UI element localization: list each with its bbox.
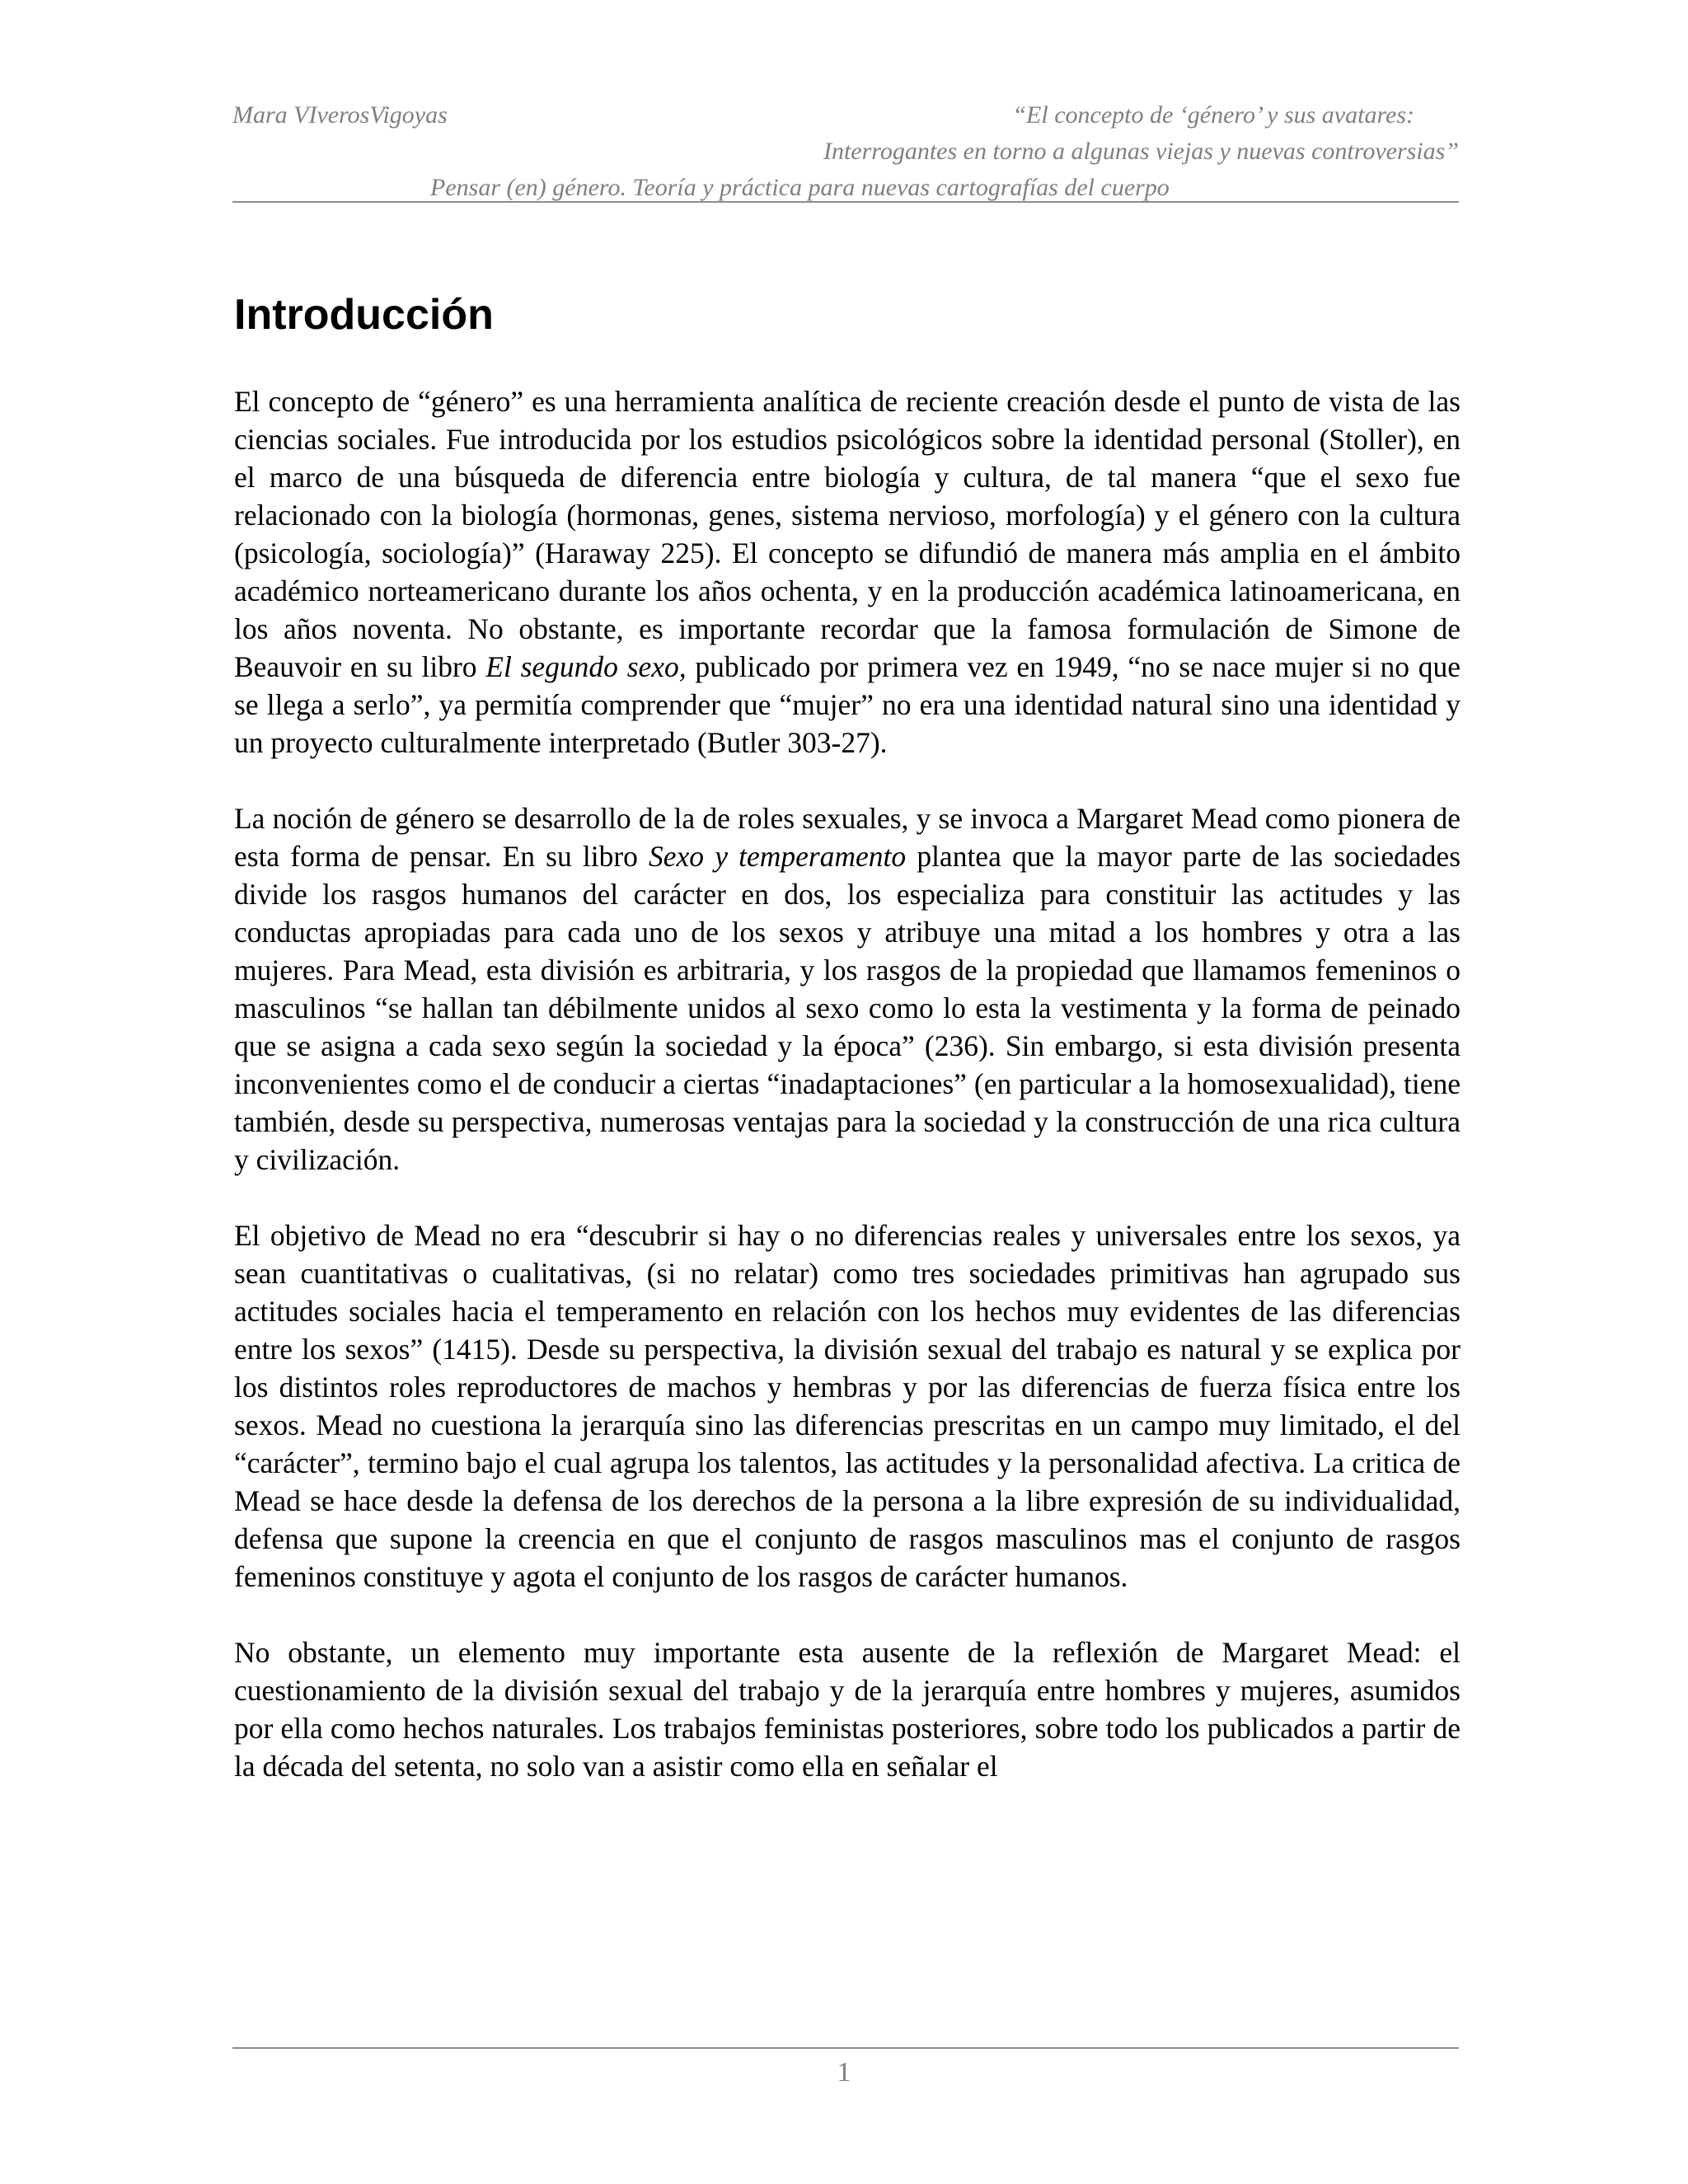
book-title-el-segundo-sexo: El segundo sexo, [485, 650, 687, 683]
paragraph-1 [234, 382, 1461, 762]
body-text [234, 382, 1461, 1785]
paragraph-4: No obstante, un elemento muy importante esta ausente de la reflexión de Margaret Mead: el cuestionamiento de la división sexual del trabajo y de la jerarquía entre hombres y mujeres, asumidos por ella como hechos naturales. Los trabajos feministas posteriores, sobre todo los publicados a partir de la década del setenta, no solo van a asistir como ella en señalar el [234, 1636, 1461, 1783]
paragraph-1-text-a: El concepto de “género” es una herramienta analítica de reciente creación desde el punto de vista de las ciencias sociales. Fue introducida por los estudios psicológicos sobre la identidad personal (Stoller), en el marco de una búsqueda de diferencia entre biología y cultura, de tal manera “que el sexo fue relacionado con la biología (hormonas, genes, sistema nervioso, morfología) y el género con la cultura (psicología, sociología)” (Haraway 225). El concepto se difundió de manera más amplia en el ámbito académico norteamericano durante los años ochenta, y en la producción académica latinoamericana, en los años noventa. No obstante, es importante recordar que la famosa formulación de Simone de Beauvoir en su libro [234, 385, 1461, 683]
header-divider [232, 201, 1459, 203]
header-title-line-2: Interrogantes en torno a algunas viejas y nuevas controversias” [823, 138, 1459, 165]
footer-divider [232, 2047, 1459, 2049]
paragraph-2-text-b: plantea que la mayor parte de las sociedades divide los rasgos humanos del carácter en dos, los especializa para constituir las actitudes y las conductas apropiadas para cada uno de los sexos y atribuye una mitad a los hombres y otra a las mujeres. Para Mead, esta división es arbitraria, y los rasgos de la propiedad que llamamos femeninos o masculinos “se hallan tan débilmente unidos al sexo como lo esta la vestimenta y la forma de peinado que se asigna a cada sexo según la sociedad y la época” (236). Sin embargo, si esta división presenta inconvenientes como el de conducir a ciertas “inadaptaciones” (en particular a la homosexualidad), tiene también, desde su perspectiva, numerosas ventajas para la sociedad y la construcción de una rica cultura y civilización. [234, 840, 1461, 1176]
paragraph-3: El objetivo de Mead no era “descubrir si hay o no diferencias reales y universales entre los sexos, ya sean cuantitativas o cualitativas, (si no relatar) como tres sociedades primitivas han agrupado sus actitudes sociales hacia el temperamento en relación con los hechos muy evidentes de las diferencias entre los sexos” (1415). Desde su perspectiva, la división sexual del trabajo es natural y se explica por los distintos roles reproductores de machos y hembras y por las diferencias de fuerza física entre los sexos. Mead no cuestiona la jerarquía sino las diferencias prescritas en un campo muy limitado, el del “carácter”, termino bajo el cual agrupa los talentos, las actitudes y la personalidad afectiva. La critica de Mead se hace desde la defensa de los derechos de la persona a la libre expresión de su individualidad, defensa que supone la creencia en que el conjunto de rasgos masculinos mas el conjunto de rasgos femeninos constituye y agota el conjunto de los rasgos de carácter humanos. [234, 1219, 1461, 1593]
paragraph-1-text-b: publicado por primera vez en 1949, “no se nace mujer si no que se llega a serlo”, ya permitía comprender que “mujer” no era una identidad natural sino una identidad y un proyecto culturalmente interpretado (Butler 303-27). [234, 650, 1461, 759]
header-author: Mara VIverosVigoyas [232, 101, 448, 129]
running-header [232, 94, 1459, 201]
book-title-sexo-y-temperamento: Sexo y temperamento [649, 840, 907, 873]
section-heading: Introducción [234, 291, 494, 339]
paragraph-2 [234, 799, 1461, 1179]
header-title-line-3: Pensar (en) género. Teoría y práctica para nuevas cartografías del cuerpo [430, 174, 1170, 201]
header-title-line-1: “El concepto de ‘género’ y sus avatares: [1012, 101, 1414, 129]
paragraph-2-text-a: La noción de género se desarrollo de la de roles sexuales, y se invoca a Margaret Mead como pionera de esta forma de pensar. En su libro [234, 802, 1461, 873]
page-number: 1 [837, 2057, 851, 2088]
